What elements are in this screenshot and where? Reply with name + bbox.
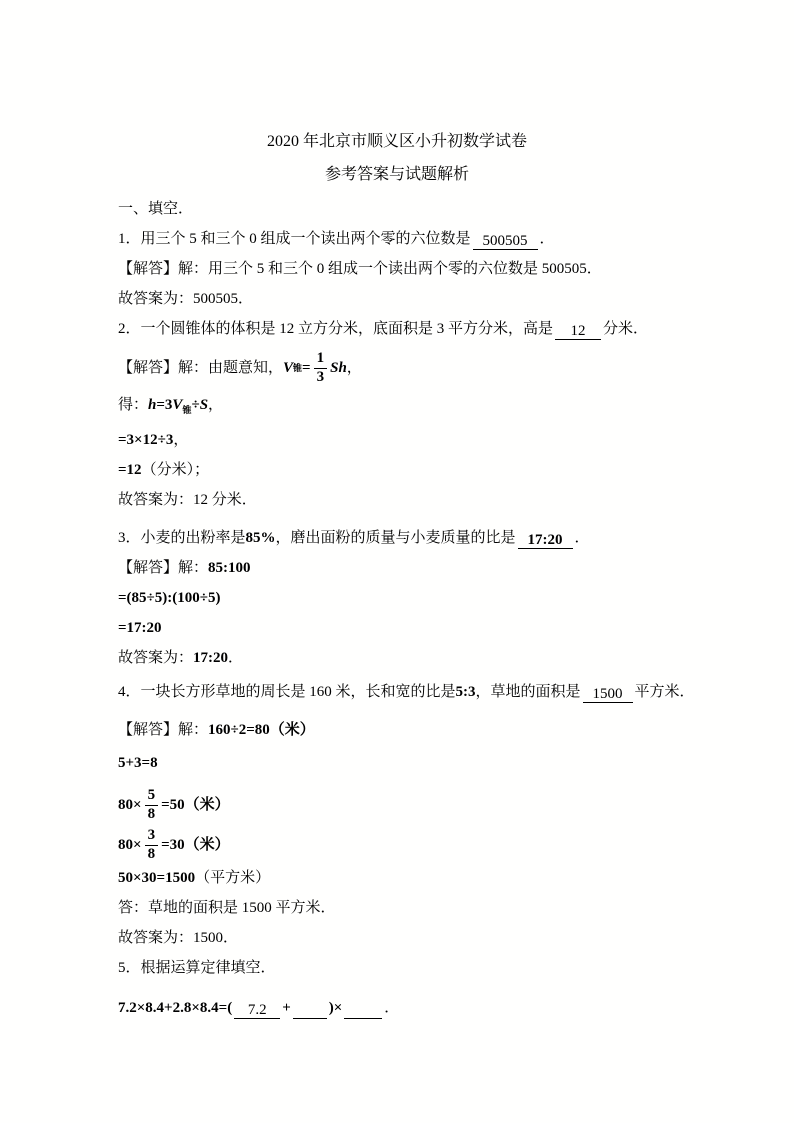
q4-stem-pre: 4．一块长方形草地的周长是 160 米，长和宽的比是 [118,684,456,700]
q4-conclusion [118,928,238,949]
q1-solution [118,259,602,280]
q2-calc-step2-math: =12 [118,462,142,478]
fraction-denominator: 8 [147,845,156,862]
q2-stem [118,319,648,340]
q3-stem-pre: 3．小麦的出粉率是 [118,530,246,546]
comma: ， [208,397,224,413]
q4-conclusion-text: 故答案为：1500． [118,930,239,946]
period: ． [384,1000,400,1016]
q3-conclusion-post: ． [228,650,244,666]
q1-solution-text: 【解答】解：用三个 5 和三个 0 组成一个读出两个零的六位数是 500505． [118,261,602,277]
q1-stem-post: ． [539,231,555,247]
q4-stem-mid: ，草地的面积是 [475,684,581,700]
q4-solution-line4-b: =30 [161,836,185,853]
q2-calc-step2-unit: （分米）； [141,462,210,478]
q1-stem [118,229,555,250]
q3-stem-mid: ，磨出面粉的质量与小麦质量的比是 [275,530,516,546]
section-heading [118,199,193,220]
fraction-numerator: 5 [145,788,159,806]
q5-blank-2 [293,1000,327,1019]
q4-solution-line5-unit: （平方米） [195,870,271,886]
comma: ， [173,432,189,448]
fraction-denominator: 3 [316,368,325,385]
q2-calc-step1 [118,430,188,451]
plus-sign: + [282,1000,291,1016]
comma: ， [346,359,362,376]
q4-stem-ratio: 5:3 [455,684,476,700]
fraction-five-eighths [145,788,159,823]
q4-solution-line4-unit: （米） [184,836,230,853]
q4-solution-line1-math: 160÷2=80 [208,722,270,738]
q3-stem-post: ． [574,530,590,546]
q3-stem-percent: 85% [245,530,276,546]
q3-solution-line3 [118,618,162,639]
q3-conclusion-pre: 故答案为： [118,650,194,666]
var-V: V [283,359,294,376]
q4-solution-line1-unit: （米） [269,722,315,738]
page-subtitle-text: 参考答案与试题解析 [324,166,469,183]
q4-solution-line4-a: 80× [118,836,142,853]
q4-solution-line2 [118,753,158,774]
q3-conclusion [118,648,243,669]
q1-conclusion [118,289,253,310]
q2-conclusion [118,490,257,511]
var-Sh: Sh [330,359,347,376]
var-V-subscript: 锥 [182,405,192,415]
q3-solution-line3-math: =17:20 [118,620,162,636]
equals-three: =3 [156,397,173,413]
q3-solution-intro: 【解答】解： [118,560,209,576]
q2-formula-lead: 得： [118,397,149,413]
q3-conclusion-ratio: 17:20 [193,650,229,666]
fraction-three-eighths [145,828,159,863]
q3-answer-blank: 17:20 [518,530,573,549]
q5-blank-1: 7.2 [234,1000,280,1019]
q4-answer-sentence-text: 答：草地的面积是 1500 平方米． [118,900,336,916]
q3-stem [118,528,590,549]
page-title [0,131,794,152]
q3-solution-line1 [118,558,251,579]
q1-answer-blank: 500505 [473,231,538,250]
var-h: h [148,397,157,413]
q5-formula-lhs: 7.2×8.4+2.8×8.4=( [118,1000,233,1016]
q3-solution-line2 [118,588,221,609]
q4-solution-line5 [118,868,270,889]
q3-solution-line2-math: =(85÷5):(100÷5) [118,590,221,606]
var-S: S [199,397,209,413]
q4-solution-line3 [118,784,230,826]
var-V-subscript: 锥 [293,362,303,373]
q4-solution-line4 [118,824,230,866]
q2-stem-post: 分米． [603,321,649,337]
q4-answer-sentence [118,898,336,919]
q5-stem-text: 5．根据运算定律填空． [118,960,276,976]
q2-formula-volume [118,347,362,389]
fraction-numerator: 1 [314,351,328,369]
q4-solution-line3-unit: （米） [184,796,230,813]
q4-solution-line3-b: =50 [161,796,185,813]
fraction-denominator: 8 [147,805,156,822]
page-title-text: 2020 年北京市顺义区小升初数学试卷 [266,133,527,150]
fraction-numerator: 3 [145,828,159,846]
q2-stem-pre: 2．一个圆锥体的体积是 12 立方分米，底面积是 3 平方分米，高是 [118,321,554,337]
section-heading-text: 一、填空． [118,201,194,217]
q1-stem-pre: 1．用三个 5 和三个 0 组成一个读出两个零的六位数是 [118,231,471,247]
var-V: V [172,397,183,413]
fraction-one-third [314,351,328,386]
q5-stem [118,958,276,979]
q2-formula-height [118,395,223,421]
q4-solution-line3-a: 80× [118,796,142,813]
q4-solution-line1 [118,720,315,741]
q2-calc-step1-math: =3×12÷3 [118,432,174,448]
q4-solution-line2-math: 5+3=8 [118,755,158,771]
q4-solution-intro: 【解答】解： [118,722,209,738]
q4-stem [118,682,695,703]
q4-stem-post: 平方米． [634,684,695,700]
q5-formula-close: )× [328,1000,343,1016]
page-subtitle [0,164,794,185]
q2-formula-intro: 【解答】解：由题意知， [118,359,284,376]
q5-blank-3 [344,1000,382,1019]
q3-solution-ratio: 85:100 [208,560,251,576]
q1-conclusion-text: 故答案为：500505． [118,291,254,307]
divide-sign: ÷ [191,397,200,413]
q5-formula [118,998,399,1019]
q4-answer-blank: 1500 [583,684,633,703]
q2-answer-blank: 12 [555,321,601,340]
equals-sign: = [302,359,311,376]
q2-calc-step2 [118,460,209,481]
q4-solution-line5-math: 50×30=1500 [118,870,196,886]
q2-conclusion-text: 故答案为：12 分米． [118,492,257,508]
